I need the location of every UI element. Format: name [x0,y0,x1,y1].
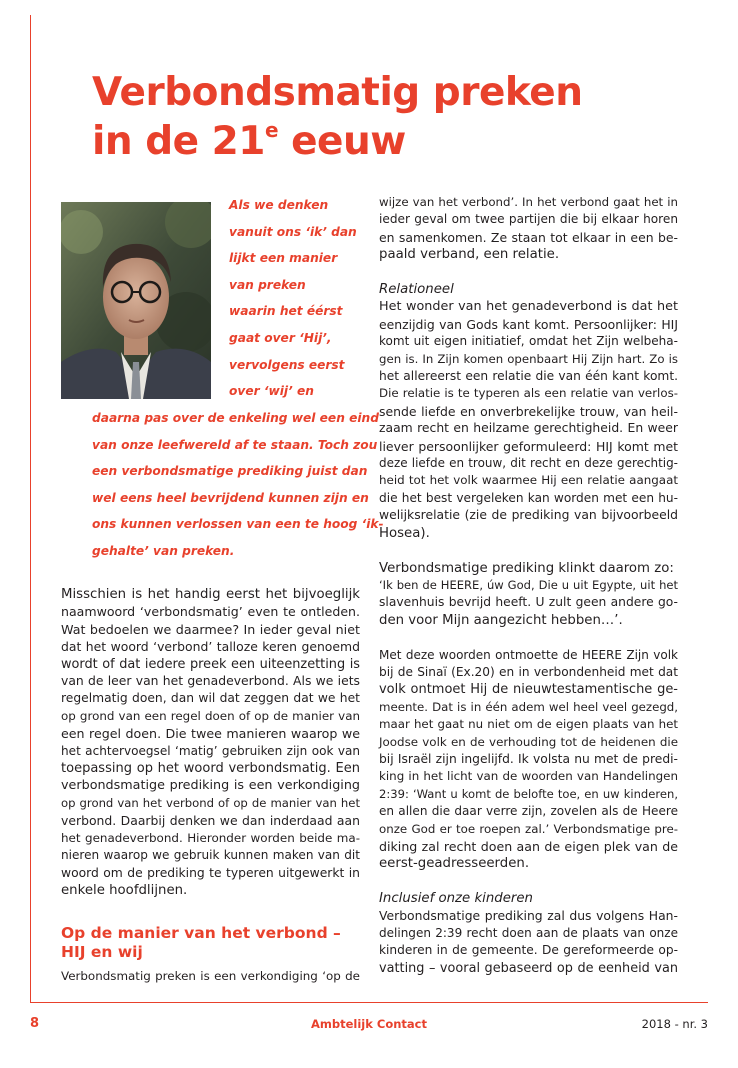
paragraph [379,194,678,264]
pullquote-line: gaat over ‘Hij’, [229,330,332,345]
text-line: onze God er toe roepen zal.’ Verbondsmatige pre- [379,821,678,836]
author-portrait-photo [61,202,211,399]
footer-rule [30,1002,708,1003]
text-line: eenzijdig van Gods kant komt. Persoonlijker: HIJ [379,316,678,332]
pullquote-line: over ‘wij’ en [229,384,314,399]
text-line: zaam recht en heilzame gerechtigheid. En weer [379,421,678,436]
text-line: volk ontmoet Hij de nieuwtestamentische ge- [379,682,678,698]
text-line: op grond van een regel doen of op de manier van [61,708,360,723]
text-line: Wat bedoelen we daarmee? In ieder geval niet [61,621,360,637]
pullquote-line: lijkt een manier [229,251,338,266]
pullquote-line: wel eens heel bevrijdend kunnen zijn en [92,490,369,505]
text-line: die het best vergeleken kan worden met een hu- [379,490,678,505]
text-line: verbond. Daarbij denken we dan inderdaad aan [61,813,360,829]
pullquote-line: ons kunnen verlossen van een te hoog ‘ik- [92,517,384,532]
text-line: toepassing op het woord verbondsmatig. Een [61,761,360,777]
left-margin-rule [30,15,31,1002]
text-line: ‘Ik ben de HEERE, úw God, Die u uit Egypte, uit het [379,577,678,592]
pullquote-bottom [92,405,384,565]
magazine-name: Ambtelijk Contact [311,1017,427,1031]
left-column [61,586,360,986]
text-line: Verbondsmatige prediking klinkt daarom zo: [379,560,674,576]
text-line: een regel doen. Die twee manieren waarop we [61,726,360,742]
paragraph [379,908,678,978]
pullquote-line: vanuit ons ‘ik’ dan [229,224,357,239]
text-line: enkele hoofdlijnen. [61,882,188,898]
text-line: deze liefde en trouw, dit recht en deze gerechtig- [379,456,678,471]
text-line: diking zal recht doen aan de eigen plek van de [379,838,678,854]
issue-number: 2018 - nr. 3 [641,1017,708,1031]
text-line: wijze van het verbond’. In het verbond gaat het in [379,195,678,209]
pullquote-line: gehalte’ van preken. [92,543,235,558]
text-line: woord om de prediking te typeren uitgewerkt in [61,865,360,880]
paragraph [379,560,678,630]
text-line: slavenhuis bevrijd heeft. U zult geen andere go- [379,595,678,610]
text-line: 2:39: ‘Want u komt de belofte toe, en uw kinderen, [379,786,678,801]
paragraph [379,647,678,873]
pullquote-top [229,192,357,405]
text-line: heid tot het volk waarmee Hij een relatie aangaat [379,473,678,488]
paragraph [379,298,678,542]
text-line: meente. Dat is in één adem wel heel veel gezegd, [379,699,678,714]
section-heading-line-2: HIJ en wij [61,942,143,961]
text-line: het genadeverbond. Hieronder worden beide ma- [61,830,360,845]
text-line: kinderen in de gemeente. De gereformeerde op- [379,943,678,958]
text-line: ieder geval om twee partijen die bij elkaar horen [379,212,678,227]
text-line: wordt of dat iedere preek een uiteenzetting is [61,656,360,672]
text-line: Met deze woorden ontmoette de HEERE Zijn volk [379,647,678,662]
pullquote-line: van onze leefwereld af te staan. Toch zou [92,437,378,452]
pullquote-line: een verbondsmatige prediking juist dan [92,464,368,479]
text-line: en samenkomen. Ze staan tot elkaar in een be- [379,229,678,245]
text-line: maar het gaat nu niet om de eigen plaats van het [379,717,678,732]
article-title [92,68,583,166]
intro-paragraph [61,586,360,899]
text-line: Misschien is het handig eerst het bijvoeglijk [61,587,360,602]
portrait-image [61,202,211,399]
text-line: gen is. In Zijn komen openbaart Hij Zijn hart. Zo is [379,351,678,366]
text-line: Die relatie is te typeren als een relatie van verlos- [379,386,678,401]
text-line: delingen 2:39 recht doen aan de plaats van onze [379,926,678,940]
text-line: en allen die daar verre zijn, zovelen als de Heere [379,804,678,819]
pullquote-line: daarna pas over de enkeling wel een eind [92,411,379,425]
text-line: het achtervoegsel ‘matig’ gebruiken zijn ook van [61,743,360,758]
text-line: paald verband, een relatie. [379,247,560,263]
right-column [379,194,678,977]
text-line: het allereerst een relatie die van één kant komt. [379,369,678,384]
subheading-relationeel: Relationeel [379,282,454,298]
pullquote-line: van preken [229,277,306,292]
text-line: eerst-geadresseerden. [379,856,530,872]
text-line: sende liefde en onverbrekelijke trouw, van heil- [379,403,678,419]
text-line: naamwoord ‘verbondsmatig’ even te ontleden. [61,604,360,620]
text-line: king in het licht van de woorden van Handelingen [379,769,678,784]
subheading-inclusief: Inclusief onze kinderen [379,891,533,907]
text-line: op grond van het verbond of op de manier van het [61,795,360,810]
section-heading-line-1: Op de manier van het verbond – [61,924,341,943]
text-line: komt uit eigen initiatief, omdat het Zijn welbeha- [379,334,678,349]
pullquote-line: Als we denken [229,198,329,212]
text-line: nieren waarop we gebruik kunnen maken van dit [61,848,360,863]
page-number: 8 [30,1016,40,1031]
title-line-1: Verbondsmatig preken [92,70,583,115]
section-heading [61,924,360,961]
text-line: welijksrelatie (zie de prediking van bijvoorbeeld [379,508,678,523]
text-line: vatting – vooral gebaseerd op de eenheid van [379,960,678,976]
text-line: den voor Mijn aangezicht hebben…’. [379,612,623,628]
pullquote-line: waarin het éérst [229,304,343,319]
text-line: regelmatig doen, dan wil dat zeggen dat we het [61,691,360,706]
text-line: Verbondsmatige prediking zal dus volgens Han- [379,908,678,923]
text-line: liever persoonlijker geformuleerd: HIJ komt met [379,438,678,454]
pullquote-line: vervolgens eerst [229,357,345,372]
text-line: Verbondsmatig preken is een verkondiging ‘op de [61,969,360,984]
text-line: van de leer van het genadeverbond. Als we iets [61,674,360,689]
text-line: verbondsmatige prediking is een verkondiging [61,778,360,794]
text-line: Hosea). [379,525,430,541]
text-line: bij Israël zijn ingelijfd. Ik volsta nu met de predi- [379,751,678,766]
text-line: Het wonder van het genadeverbond is dat het [379,299,678,315]
text-line: Joodse volk en de verhouding tot de heidenen die [379,734,678,749]
text-line: dat het woord ‘verbond’ talloze keren genoemd [61,639,360,655]
title-line-2: in de 21e eeuw [92,118,406,164]
text-line: bij de Sinaï (Ex.20) en in verbondenheid met dat [379,664,678,679]
